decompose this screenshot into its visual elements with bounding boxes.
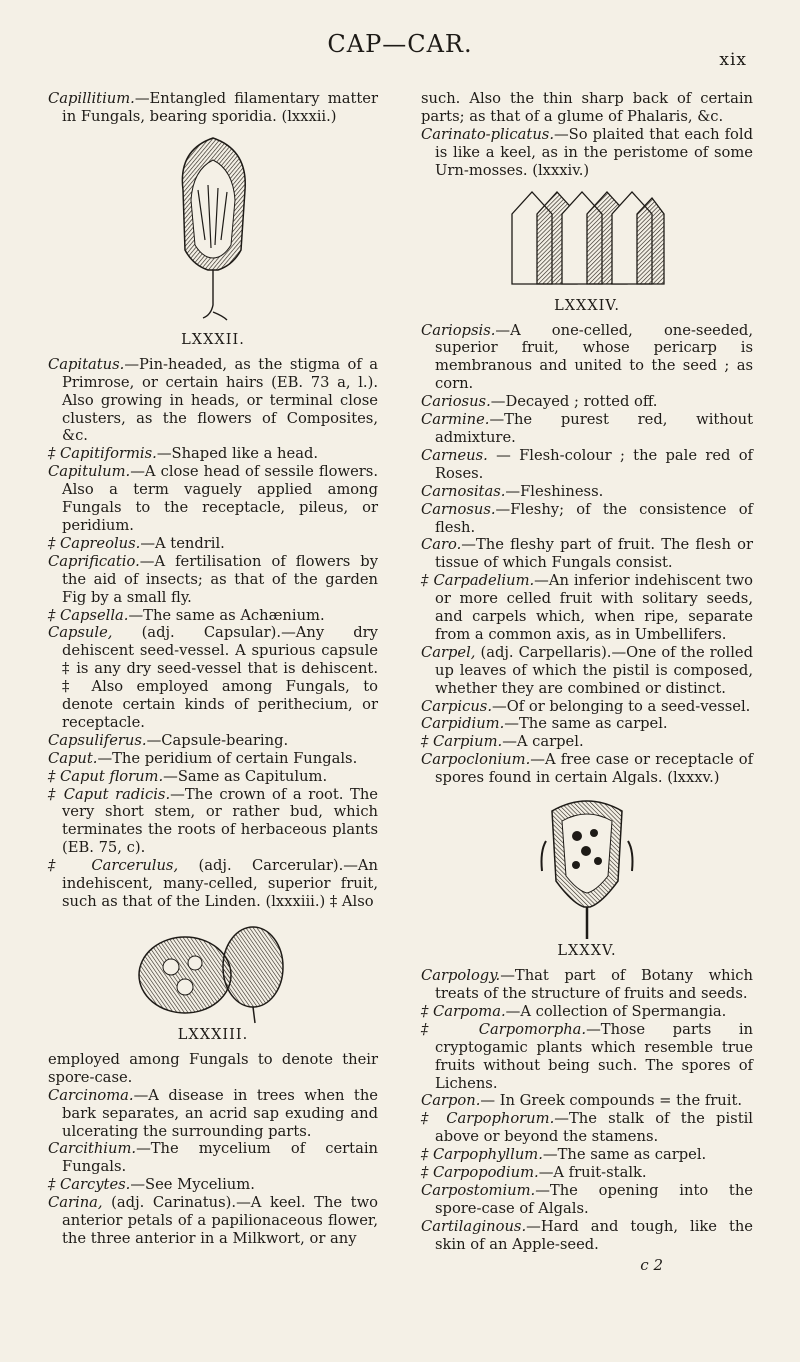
entry-carcerulus-cont: employed among Fungals to denote their spore-case. bbox=[48, 1050, 378, 1086]
entry-carnosus: Carnosus.—Fleshy; of the consistence of flesh. bbox=[421, 500, 753, 536]
entry-carina: Carina, (adj. Carinatus).—A keel. The two anterior petals of a papilionaceous flower, the three anterior in a Milkwort, or any bbox=[48, 1194, 378, 1247]
entry-carmine: Carmine.—The purest red, without admixture. bbox=[421, 411, 753, 446]
entry-carpel: Carpel, (adj. Carpellaris).—One of the rolled up leaves of which the pistil is composed, whether they are combined or distinct. bbox=[421, 643, 753, 697]
figure-lxxxiii bbox=[48, 915, 378, 1043]
entry-carpoma: ‡ Carpoma.—A collection of Spermangia. bbox=[421, 1002, 727, 1020]
signature-mark: c 2 bbox=[640, 1255, 663, 1274]
entry-carpadelium: ‡ Carpadelium.—An inferior indehiscent two or more celled fruit with solitary seeds, and carpels which, when ripe, separate from a common axis, as in Umbellifers. bbox=[421, 572, 753, 643]
entry-capreolus: ‡ Capreolus.—A tendril. bbox=[48, 534, 225, 552]
entry-carneus: Carneus. — Flesh-colour ; the pale red of Roses. bbox=[421, 446, 753, 482]
entry-carpopodium: ‡ Carpopodium.—A fruit-stalk. bbox=[421, 1164, 647, 1182]
figure-lxxxiv bbox=[421, 184, 753, 314]
entry-carina-cont: such. Also the thin sharp back of certain parts; as that of a glume of Phalaris, &c. bbox=[421, 90, 753, 125]
entry-carpophyllum: ‡ Carpophyllum.—The same as carpel. bbox=[421, 1146, 707, 1164]
entry-cartilaginous: Cartilaginous.—Hard and tough, like the skin of an Apple-seed. bbox=[421, 1217, 753, 1253]
figure-lxxxii bbox=[48, 130, 378, 348]
running-head: CAP—CAR. bbox=[327, 30, 473, 58]
carpoclonium-illustration bbox=[532, 791, 642, 941]
entry-capitiformis: ‡ Capitiformis.—Shaped like a head. bbox=[48, 445, 319, 463]
entry-caput-florum: ‡ Caput florum.—Same as Capitulum. bbox=[48, 767, 328, 785]
entry-capsule: Capsule, (adj. Capsular).—Any dry dehiscent seed-vessel. A spurious capsule ‡ is any dry seed-vessel that is dehiscent. ‡ Also employed among Fungals, to denote certain kinds of perithecium, or receptacle. bbox=[48, 624, 378, 731]
entry-carpoclonium: Carpoclonium.—A free case or receptacle of spores found in certain Algals. (lxxxv.) bbox=[421, 751, 753, 787]
entry-cariosus: Cariosus.—Decayed ; rotted off. bbox=[421, 393, 658, 411]
entry-carinato-plicatus: Carinato-plicatus.—So plaited that each fold is like a keel, as in the peristome of some Urn-mosses. (lxxxiv.) bbox=[421, 125, 753, 179]
figure-caption: LXXXV. bbox=[557, 943, 617, 960]
entry-capsuliferus: Capsuliferus.—Capsule-bearing. bbox=[48, 731, 289, 749]
carcerulus-illustration bbox=[123, 915, 303, 1025]
entry-carpidium: Carpidium.—The same as carpel. bbox=[421, 715, 668, 733]
entry-capitulum: Capitulum.—A close head of sessile flowers. Also a term vaguely applied among Fungals to the receptacle, pileus, or peridium. bbox=[48, 463, 378, 534]
figure-caption: LXXXIII. bbox=[177, 1026, 249, 1043]
left-column bbox=[48, 90, 378, 1248]
entry-carpology: Carpology.—That part of Botany which treats of the structure of fruits and seeds. bbox=[421, 967, 753, 1002]
entry-capillitium: Capillitium.—Entangled filamentary matter in Fungals, bearing sporidia. (lxxxii.) bbox=[48, 90, 378, 125]
entry-carpostomium: Carpostomium.—The opening into the spore-case of Algals. bbox=[421, 1181, 753, 1217]
capillitium-illustration bbox=[153, 130, 273, 330]
figure-lxxxv bbox=[421, 791, 753, 959]
entry-caput-radicis: ‡ Caput radicis.—The crown of a root. The very short stem, or rather bud, which terminates the roots of herbaceous plants (EB. 75, c). bbox=[48, 785, 378, 857]
entry-caro: Caro.—The fleshy part of fruit. The flesh or tissue of which Fungals consist. bbox=[421, 536, 753, 572]
entry-carpium: ‡ Carpium.—A carpel. bbox=[421, 733, 584, 751]
entry-capsella: ‡ Capsella.—The same as Achænium. bbox=[48, 606, 325, 624]
entry-carpophorum: ‡ Carpophorum.—The stalk of the pistil above or beyond the stamens. bbox=[421, 1110, 753, 1146]
entry-capitatus: Capitatus.—Pin-headed, as the stigma of a Primrose, or certain hairs (EB. 73 a, l.). Also growing in heads, or terminal close clusters, as the flowers of Composites, &c. bbox=[48, 355, 378, 445]
peristome-illustration bbox=[502, 184, 672, 296]
entry-carcinoma: Carcinoma.—A disease in trees when the bark separates, an acrid sap exuding and ulcerating the surrounding parts. bbox=[48, 1086, 378, 1140]
entry-cariopsis: Cariopsis.—A one-celled, one-seeded, superior fruit, whose pericarp is membranous and united to the seed ; as corn. bbox=[421, 321, 753, 393]
figure-caption: LXXXIV. bbox=[554, 297, 620, 314]
right-column bbox=[421, 90, 753, 1274]
entry-caprificatio: Caprificatio.—A fertilisation of flowers by the aid of insects; as that of the garden Fig by a small fly. bbox=[48, 552, 378, 606]
entry-carpomorpha: ‡ Carpomorpha.—Those parts in cryptogamic plants which resemble true fruits without being such. The spores of Lichens. bbox=[421, 1020, 753, 1092]
entry-carcithium: Carcithium.—The mycelium of certain Fungals. bbox=[48, 1140, 378, 1176]
entry-carpon: Carpon.— In Greek compounds = the fruit. bbox=[421, 1092, 743, 1110]
entry-carnositas: Carnositas.—Fleshiness. bbox=[421, 482, 604, 500]
page-number: xix bbox=[719, 50, 747, 70]
entry-carcytes: ‡ Carcytes.—See Mycelium. bbox=[48, 1176, 255, 1194]
entry-carcerulus: ‡ Carcerulus, (adj. Carcerular).—An indehiscent, many-celled, superior fruit, such as that of the Linden. (lxxxiii.) ‡ Also bbox=[48, 857, 378, 910]
entry-carpicus: Carpicus.—Of or belonging to a seed-vessel. bbox=[421, 697, 751, 715]
entry-caput: Caput.—The peridium of certain Fungals. bbox=[48, 749, 358, 767]
figure-caption: LXXXII. bbox=[181, 331, 245, 348]
